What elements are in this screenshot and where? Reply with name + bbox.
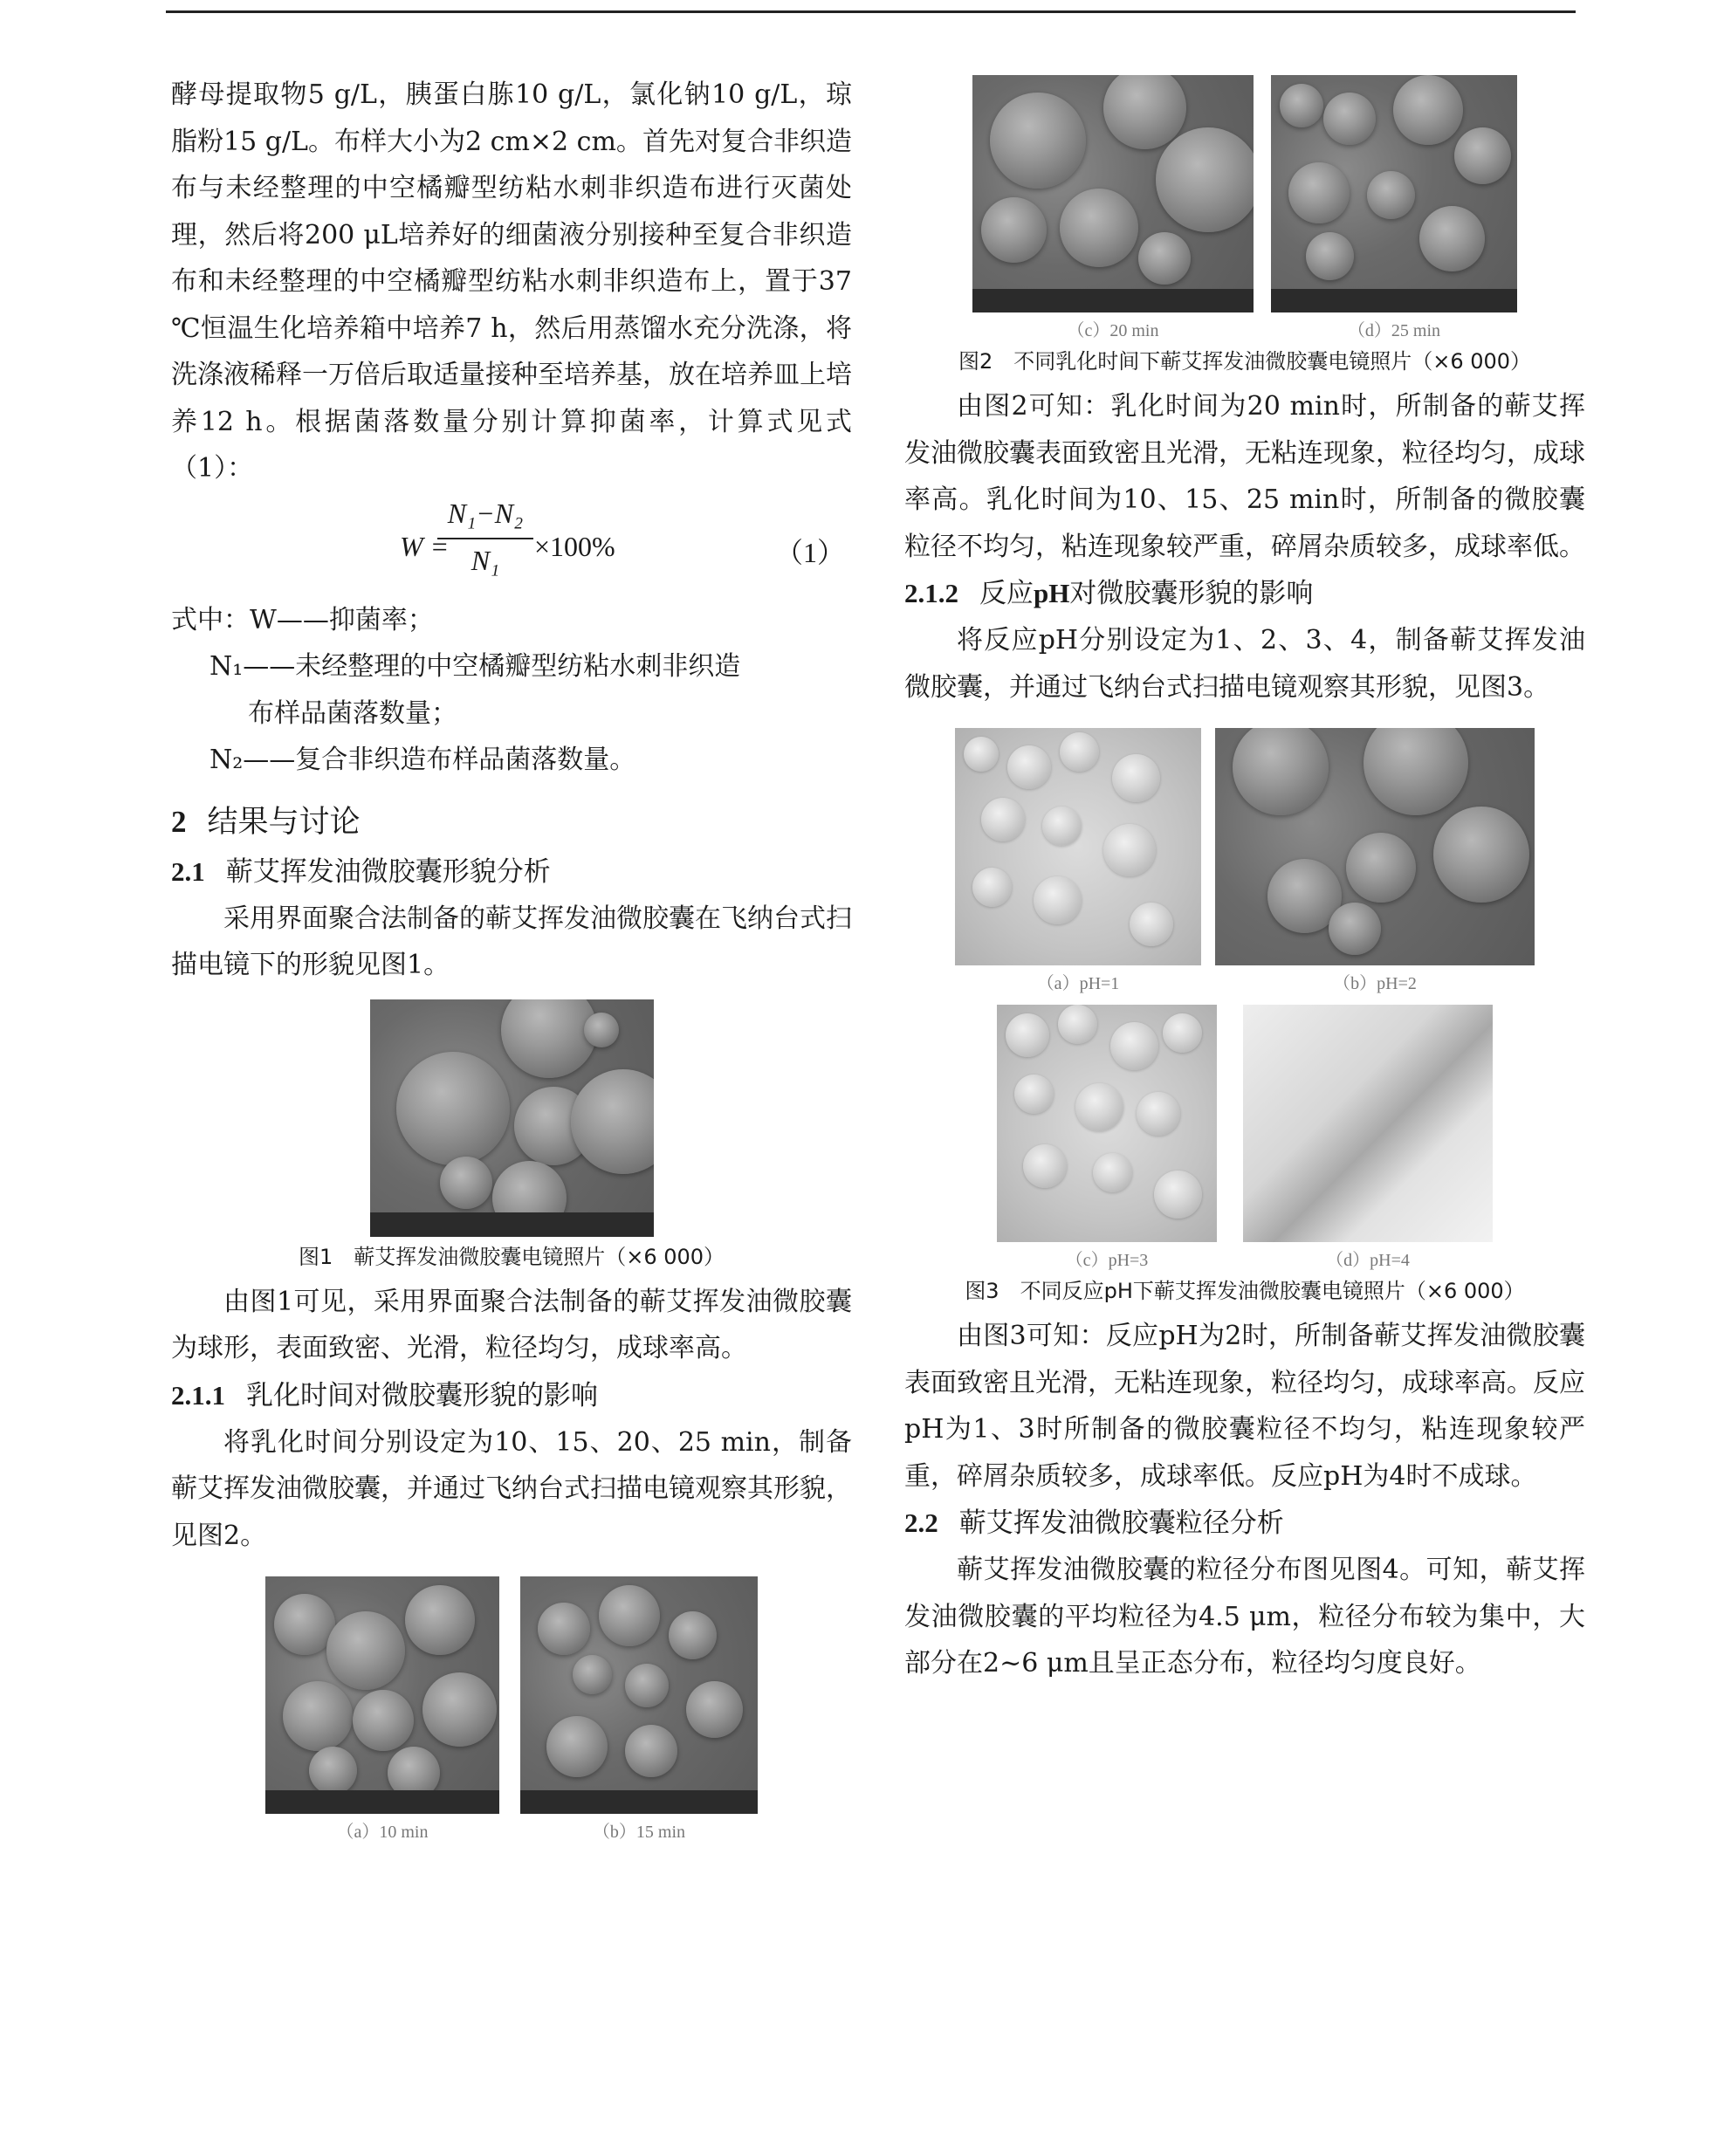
- figure-2a: [265, 1576, 499, 1843]
- section-2-1-heading: [171, 848, 852, 896]
- sem-image-fig1: [370, 999, 654, 1237]
- paragraph-fig3: 由图3可知：反应pH为2时，所制备蕲艾挥发油微胶囊表面致密且光滑，无粘连现象，粒径均匀，成球率高。反应pH为1、3时所制备的微胶囊粒径不均匀，粘连现象较严重，碎屑杂质较多，成球率低。反应pH为4时不成球。: [904, 1321, 1585, 1492]
- section-number: 2.1.1: [171, 1379, 225, 1411]
- equation-rhs: ×100%: [534, 530, 615, 562]
- sem-image-fig3a: [955, 728, 1201, 965]
- where-w: 式中：W——抑菌率；: [171, 604, 434, 635]
- figure-3b: [1215, 728, 1535, 994]
- figure-1: [171, 999, 852, 1237]
- figure-3a: [955, 728, 1201, 994]
- section-title: 乳化时间对微胶囊形貌的影响: [246, 1379, 598, 1411]
- paragraph-2-1: 采用界面聚合法制备的蕲艾挥发油微胶囊在飞纳台式扫描电镜下的形貌见图1。: [171, 903, 852, 980]
- where-n2: N₂——复合非织造布样品菌落数量。: [210, 745, 636, 775]
- equation-denominator: N₁: [471, 544, 500, 576]
- section-2-1-2-heading: [904, 570, 1585, 617]
- paragraph-2-1-2: 将反应pH分别设定为1、2、3、4，制备蕲艾挥发油微胶囊，并通过飞纳台式扫描电镜观察其形貌，见图3。: [904, 625, 1585, 703]
- section-2-2-heading: [904, 1500, 1585, 1547]
- paragraph-fig1: 由图1可见，采用界面聚合法制备的蕲艾挥发油微胶囊为球形，表面致密、光滑，粒径均匀，成球率高。: [171, 1286, 852, 1363]
- figure-2c: [972, 75, 1254, 341]
- sem-image-fig2d: [1271, 75, 1517, 312]
- header-rule: [166, 10, 1576, 13]
- section-number: 2.1.2: [904, 578, 958, 608]
- where-n1: N₁——未经整理的中空橘瓣型纺粘水刺非织造: [210, 651, 741, 682]
- section-title-pre: 反应: [979, 578, 1034, 609]
- figure-3d: [1243, 1005, 1493, 1271]
- sem-image-fig3c: [997, 1005, 1217, 1242]
- intro-paragraph: 酵母提取物5 g/L，胰蛋白胨10 g/L，氯化钠10 g/L，琼脂粉15 g/L。布样大小为2 cm×2 cm。首先对复合非织造布与未经整理的中空橘瓣型纺粘水刺非织造布进行灭菌处理，然后将200 μL培养好的细菌液分别接种至复合非织造布和未经整理的中空橘瓣型纺粘水刺非织造布上，置于37 ℃恒温生化培养箱中培养7 h，然后用蒸馏水充分洗涤，将洗涤液稀释一万倍后取适量接种至培养基，放在培养皿上培养12 h。根据菌落数量分别计算抑菌率，计算式见式（1）：: [171, 79, 852, 484]
- section-2-1-1-heading: [171, 1372, 852, 1419]
- where-n1-cont: 布样品菌落数量；: [248, 697, 457, 729]
- figure-2-cd: [904, 75, 1585, 341]
- equation-1: [171, 496, 852, 597]
- right-column: [904, 75, 1585, 1687]
- sem-image-fig2b: [520, 1576, 758, 1814]
- equation-number: （1）: [774, 536, 845, 568]
- figure-2d: [1271, 75, 1517, 341]
- sem-image-fig2a: [265, 1576, 499, 1814]
- paragraph-fig2: 由图2可知：乳化时间为20 min时，所制备的蕲艾挥发油微胶囊表面致密且光滑，无粘连现象，粒径均匀，成球率高。乳化时间为10、15、25 min时，所制备的微胶囊粒径不均匀，粘连现象较严重，碎屑杂质较多，成球率低。: [904, 391, 1585, 562]
- sem-image-fig3b: [1215, 728, 1535, 965]
- section-title: 蕲艾挥发油微胶囊粒径分析: [958, 1507, 1284, 1539]
- figure-2d-label: （d）25 min: [1347, 321, 1441, 340]
- figure-2a-label: （a）10 min: [336, 1823, 429, 1842]
- figure-2b: [520, 1576, 758, 1843]
- section-title-ph: pH: [1034, 578, 1070, 608]
- figure-2b-label: （b）15 min: [592, 1823, 686, 1842]
- figure-3-cd: [904, 1005, 1585, 1271]
- section-title: 蕲艾挥发油微胶囊形貌分析: [225, 855, 551, 888]
- figure-3b-label: （b）pH=2: [1333, 974, 1417, 993]
- figure-3c: [997, 1005, 1217, 1271]
- figure-3-ab: [904, 728, 1585, 994]
- figure-1-caption: 图1 蕲艾挥发油微胶囊电镜照片（×6 000）: [298, 1244, 725, 1269]
- paragraph-2-1-1: 将乳化时间分别设定为10、15、20、25 min，制备蕲艾挥发油微胶囊，并通过飞纳台式扫描电镜观察其形貌，见图2。: [171, 1426, 852, 1551]
- left-column: [171, 72, 852, 1843]
- sem-image-fig3d: [1243, 1005, 1493, 1242]
- figure-3-caption: 图3 不同反应pH下蕲艾挥发油微胶囊电镜照片（×6 000）: [965, 1279, 1525, 1303]
- section-title-post: 对微胶囊形貌的影响: [1069, 578, 1314, 609]
- fraction-bar: [437, 538, 533, 539]
- section-title: 结果与讨论: [207, 804, 361, 840]
- paragraph-2-2: 蕲艾挥发油微胶囊的粒径分布图见图4。可知，蕲艾挥发油微胶囊的平均粒径为4.5 μm，粒径分布较为集中，大部分在2~6 μm且呈正态分布，粒径均匀度良好。: [904, 1555, 1585, 1679]
- equation-numerator: N₁−N₂: [447, 497, 524, 529]
- figure-3a-label: （a）pH=1: [1036, 974, 1120, 993]
- figure-3c-label: （c）pH=3: [1065, 1251, 1149, 1270]
- section-number: 2.1: [171, 855, 205, 887]
- figure-2-ab: [171, 1576, 852, 1843]
- figure-3d-label: （d）pH=4: [1326, 1251, 1410, 1270]
- sem-image-fig2c: [972, 75, 1254, 312]
- equation-lhs: W =: [400, 530, 450, 562]
- figure-2-caption: 图2 不同乳化时间下蕲艾挥发油微胶囊电镜照片（×6 000）: [958, 349, 1532, 374]
- section-number: 2.2: [904, 1507, 938, 1538]
- figure-2c-label: （c）20 min: [1067, 321, 1159, 340]
- section-number: 2: [171, 804, 187, 839]
- equation-fraction: [437, 498, 533, 577]
- section-2-heading: [171, 800, 852, 845]
